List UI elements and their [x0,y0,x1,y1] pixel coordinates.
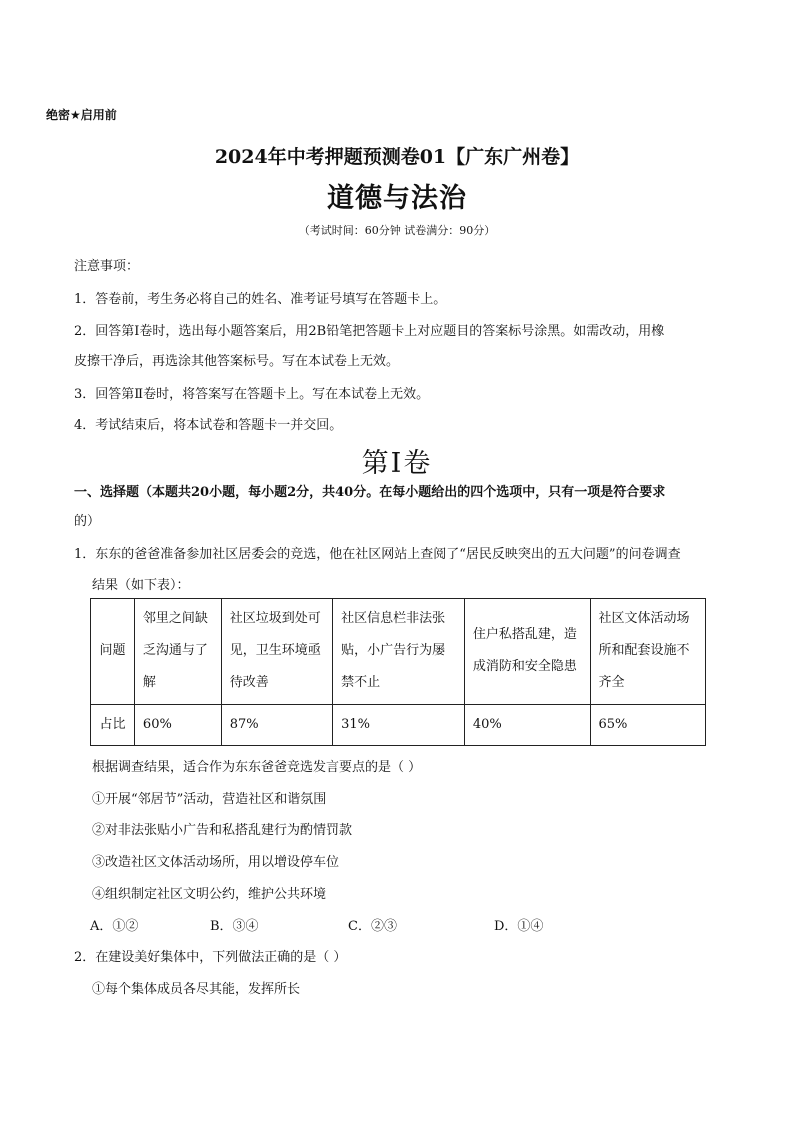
statement: ③改造社区文体活动场所，用以增设停车位 [92,855,340,870]
subject-title: 道德与法治 [327,183,467,214]
table-cell: 40% [464,704,590,745]
statement: ④组织制定社区文明公约，维护公共环境 [92,887,327,902]
statement: ②对非法张贴小广告和私搭乱建行为酌情罚款 [92,823,353,838]
table-cell: 31% [333,704,465,745]
notice-heading: 注意事项： [74,259,140,274]
notice-item: 3．回答第Ⅱ卷时，将答案写在答题卡上。写在本试卷上无效。 [74,387,430,402]
table-cell: 65% [590,704,705,745]
option-b[interactable]: B．③④ [210,919,259,934]
survey-table [90,598,706,746]
notice-item: 2．回答第Ⅰ卷时，选出每小题答案后，用2B铅笔把答题卡上对应题目的答案标号涂黑。如需改动，用橡 [74,324,665,339]
question-1-stem: 1．东东的爸爸准备参加社区居委会的竞选，他在社区网站上查阅了“居民反映突出的五大问题”的问卷调查 [74,547,681,562]
table-header-cell: 问题 [91,599,135,705]
table-cell: 邻里之间缺乏沟通与了解 [134,599,221,705]
option-c[interactable]: C．②③ [348,919,397,934]
table-row [91,704,706,745]
section-instructions: 一、选择题（本题共20小题，每小题2分，共40分。在每小题给出的四个选项中，只有一项是符合要求 [74,485,666,500]
notice-item: 4．考试结束后，将本试卷和答题卡一并交回。 [74,418,343,433]
question-1-stem-cont: 结果（如下表）： [92,578,190,593]
option-a[interactable]: A．①② [90,919,139,934]
table-cell: 社区垃圾到处可见，卫生环境亟待改善 [221,599,332,705]
table-cell: 社区信息栏非法张贴，小广告行为屡禁不止 [333,599,465,705]
table-cell: 87% [221,704,332,745]
table-header-cell: 占比 [91,704,135,745]
table-cell: 社区文体活动场所和配套设施不齐全 [590,599,705,705]
answer-options [90,915,543,934]
notice-item: 皮擦干净后，再选涂其他答案标号。写在本试卷上无效。 [74,354,400,369]
table-cell: 60% [134,704,221,745]
question-1-ask: 根据调查结果，适合作为东东爸爸竞选发言要点的是（ ） [92,760,422,775]
table-row [91,599,706,705]
volume-heading: 第Ⅰ卷 [361,448,433,479]
question-2-stem: 2．在建设美好集体中，下列做法正确的是（ ） [74,950,347,965]
exam-title: 2024年中考押题预测卷01【广东广州卷】 [214,146,580,168]
notice-item: 1．答卷前，考生务必将自己的姓名、准考证号填写在答题卡上。 [74,292,447,307]
confidential-mark: 绝密★启用前 [46,108,117,122]
table-cell: 住户私搭乱建，造成消防和安全隐患 [464,599,590,705]
statement: ①开展“邻居节”活动，营造社区和谐氛围 [92,792,327,807]
exam-meta: （考试时间：60分钟 试卷满分：90分） [298,224,496,237]
section-instructions-cont: 的） [74,514,101,529]
statement: ①每个集体成员各尽其能，发挥所长 [92,982,301,997]
option-d[interactable]: D．①④ [494,919,544,934]
